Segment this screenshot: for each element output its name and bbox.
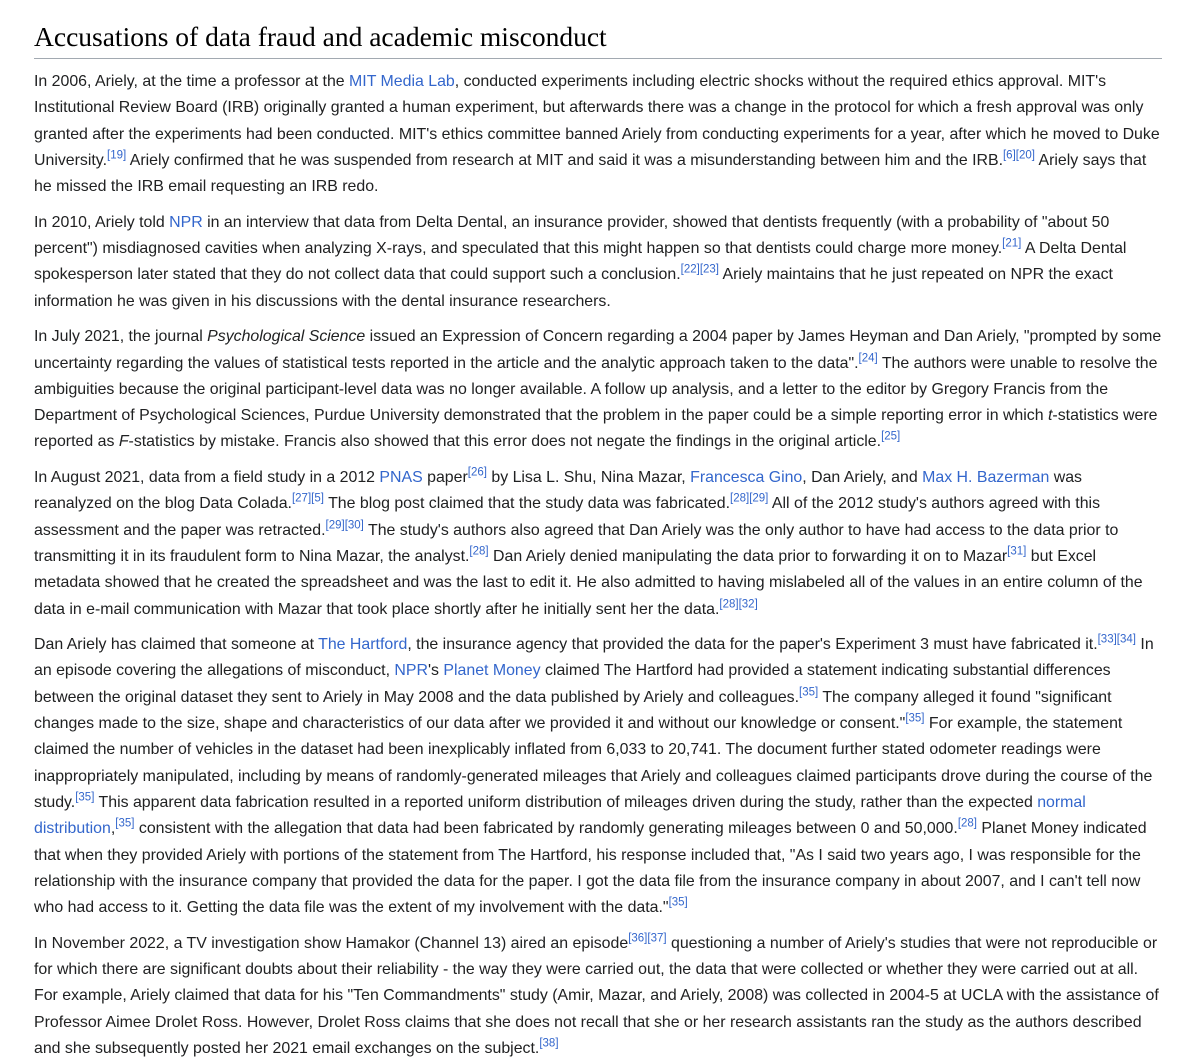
citation-32[interactable]: [32] [738,598,758,611]
planet-money-link[interactable]: Planet Money [443,662,541,680]
citation-24[interactable]: [24] [858,352,878,365]
citation-5[interactable]: [5] [311,493,324,506]
normal-distribution-link[interactable]: normal distribution [34,793,1086,838]
citation-28[interactable]: [28] [719,598,739,611]
section-heading: Accusations of data fraud and academic misconduct [34,18,1162,59]
citation-33[interactable]: [33] [1097,633,1117,646]
citation-28[interactable]: [28] [957,817,977,830]
citation-35[interactable]: [35] [905,712,925,725]
article-content [34,18,1162,1062]
npr-link[interactable]: NPR [169,213,203,231]
citation-36[interactable]: [36] [628,932,648,945]
citation-38[interactable]: [38] [539,1037,559,1050]
citation-19[interactable]: [19] [107,149,127,162]
citation-29[interactable]: [29] [749,493,769,506]
paragraph-hartford: Dan Ariely has claimed that someone at The Hartford, the insurance agency that provided the data for the paper's Experiment 3 must have fabricated it.[33][34] In an episode covering the allegations of misconduct, NPR's Planet Money claimed The Hartford had provided a statement indicating substantial differences between the original dataset they sent to Ariely in May 2008 and the data published by Ariely and colleagues.[35] The company alleged it found "significant changes made to the size, shape and characteristics of our data after we provided it and without our knowledge or consent."[35] For example, the statement claimed the number of vehicles in the dataset had been inexplicably inflated from 6,033 to 20,741. The document further stated odometer readings were inappropriately manipulated, including by means of randomly-generated mileages that Ariely and colleagues claimed participants drove during the course of the study.[35] This apparent data fabrication resulted in a reported uniform distribution of mileages driven during the study, rather than the expected normal distribution,[35] consistent with the allegation that data had been fabricated by randomly generating mileages between 0 and 50,000.[28] Planet Money indicated that when they provided Ariely with portions of the statement from The Hartford, his response included that, "As I said two years ago, I was responsible for the relationship with the insurance company that provided the data for the paper. I got the data file from the insurance company in about 2007, and I can't tell now who had access to it. Getting the data file was the extent of my involvement with the data."[35] [34,633,1154,917]
citation-31[interactable]: [31] [1007,545,1027,558]
citation-25[interactable]: [25] [881,431,901,444]
citation-28[interactable]: [28] [469,545,489,558]
npr-link[interactable]: NPR [394,662,428,680]
pnas-link[interactable]: PNAS [379,469,423,487]
citation-20[interactable]: [20] [1015,149,1035,162]
paragraph-mit-2006: In 2006, Ariely, at the time a professor at the MIT Media Lab, conducted experiments including electric shocks without the required ethics approval. MIT's Institutional Review Board (IRB) originally granted a human experiment, but afterwards there was a change in the protocol for which a fresh approval was only granted after the experiments had been conducted. MIT's ethics committee banned Ariely from conducting experiments for a year, after which he moved to Duke University.[19] Ariely confirmed that he was suspended from research at MIT and said it was a misunderstanding between him and the IRB.[6][20] Ariely says that he missed the IRB email requesting an IRB redo. [34,73,1160,196]
citation-27[interactable]: [27] [291,493,312,506]
francesca-gino-link[interactable]: Francesca Gino [690,469,803,487]
the-hartford-link[interactable]: The Hartford [318,636,408,654]
citation-35[interactable]: [35] [115,817,135,830]
paragraph-delta-dental-2010: In 2010, Ariely told NPR in an interview that data from Delta Dental, an insurance provider, showed that dentists frequently (with a probability of "about 50 percent") misdiagnosed cavities when analyzing X-rays, and speculated that this might happen so that dentists could charge more money.[21] A Delta Dental spokesperson later stated that they do not collect data that could support such a conclusion.[22][23] Ariely maintains that he just repeated on NPR the exact information he was given in his discussions with the dental insurance researchers. [34,213,1127,310]
citation-30[interactable]: [30] [344,519,364,532]
paragraph-psych-science-2021: In July 2021, the journal Psychological Science issued an Expression of Concern regarding a 2004 paper by James Heyman and Dan Ariely, "prompted by some uncertainty regarding the values of statistical tests reported in the article and the analytic approach taken to the data".[24] The authors were unable to resolve the ambiguities because the original participant-level data was no longer available. A follow up analysis, and a letter to the editor by Gregory Francis from the Department of Psychological Sciences, Purdue University demonstrated that the problem in the paper could be a simple reporting error in which t-statistics were reported as F-statistics by mistake. Francis also showed that this error does not negate the findings in the original article.[25] [34,328,1162,451]
citation-22[interactable]: [22] [680,264,700,277]
citation-35[interactable]: [35] [668,896,688,909]
paragraph-pnas-2021: In August 2021, data from a field study in a 2012 PNAS paper[26] by Lisa L. Shu, Nina Mazar, Francesca Gino, Dan Ariely, and Max H. Bazerman was reanalyzed on the blog Data Colada.[27][5] The blog post claimed that the study data was fabricated.[28][29] All of the 2012 study's authors agreed with this assessment and the paper was retracted.[29][30] The study's authors also agreed that Dan Ariely was the only author to have had access to the data prior to transmitting it in its fraudulent form to Nina Mazar, the analyst.[28] Dan Ariely denied manipulating the data prior to forwarding it on to Mazar[31] but Excel metadata showed that he created the spreadsheet and was the last to edit it. He also admitted to having mislabeled all of the values in an entire column of the data in e-mail communication with Mazar that took place shortly after he initially sent her the data.[28][32] [34,466,1143,618]
citation-21[interactable]: [21] [1002,237,1022,250]
citation-29[interactable]: [29] [325,519,345,532]
citation-34[interactable]: [34] [1116,633,1136,646]
paragraph-hamakor-2022: In November 2022, a TV investigation show Hamakor (Channel 13) aired an episode[36][37] questioning a number of Ariely's studies that were not reproducible or for which there are significant doubts about their reliability - the way they were carried out, the data that were collected or whether they were carried out at all. For example, Ariely claimed that data for his "Ten Commandments" study (Amir, Mazar, and Ariely, 2008) was collected in 2004-5 at UCLA with the assistance of Professor Aimee Drolet Ross. However, Drolet Ross claims that she does not recall that she or her research assistants ran the study as the authors described and she subsequently posted her 2021 email exchanges on the subject.[38] [34,932,1159,1057]
citation-35[interactable]: [35] [799,686,819,699]
journal-name: Psychological Science [207,328,366,346]
citation-6[interactable]: [6] [1002,149,1016,162]
citation-26[interactable]: [26] [467,466,487,479]
citation-28[interactable]: [28] [730,493,750,506]
max-bazerman-link[interactable]: Max H. Bazerman [922,469,1050,487]
citation-23[interactable]: [23] [699,264,719,277]
citation-35[interactable]: [35] [75,791,95,804]
mit-media-lab-link[interactable]: MIT Media Lab [349,73,455,90]
citation-37[interactable]: [37] [647,932,667,945]
